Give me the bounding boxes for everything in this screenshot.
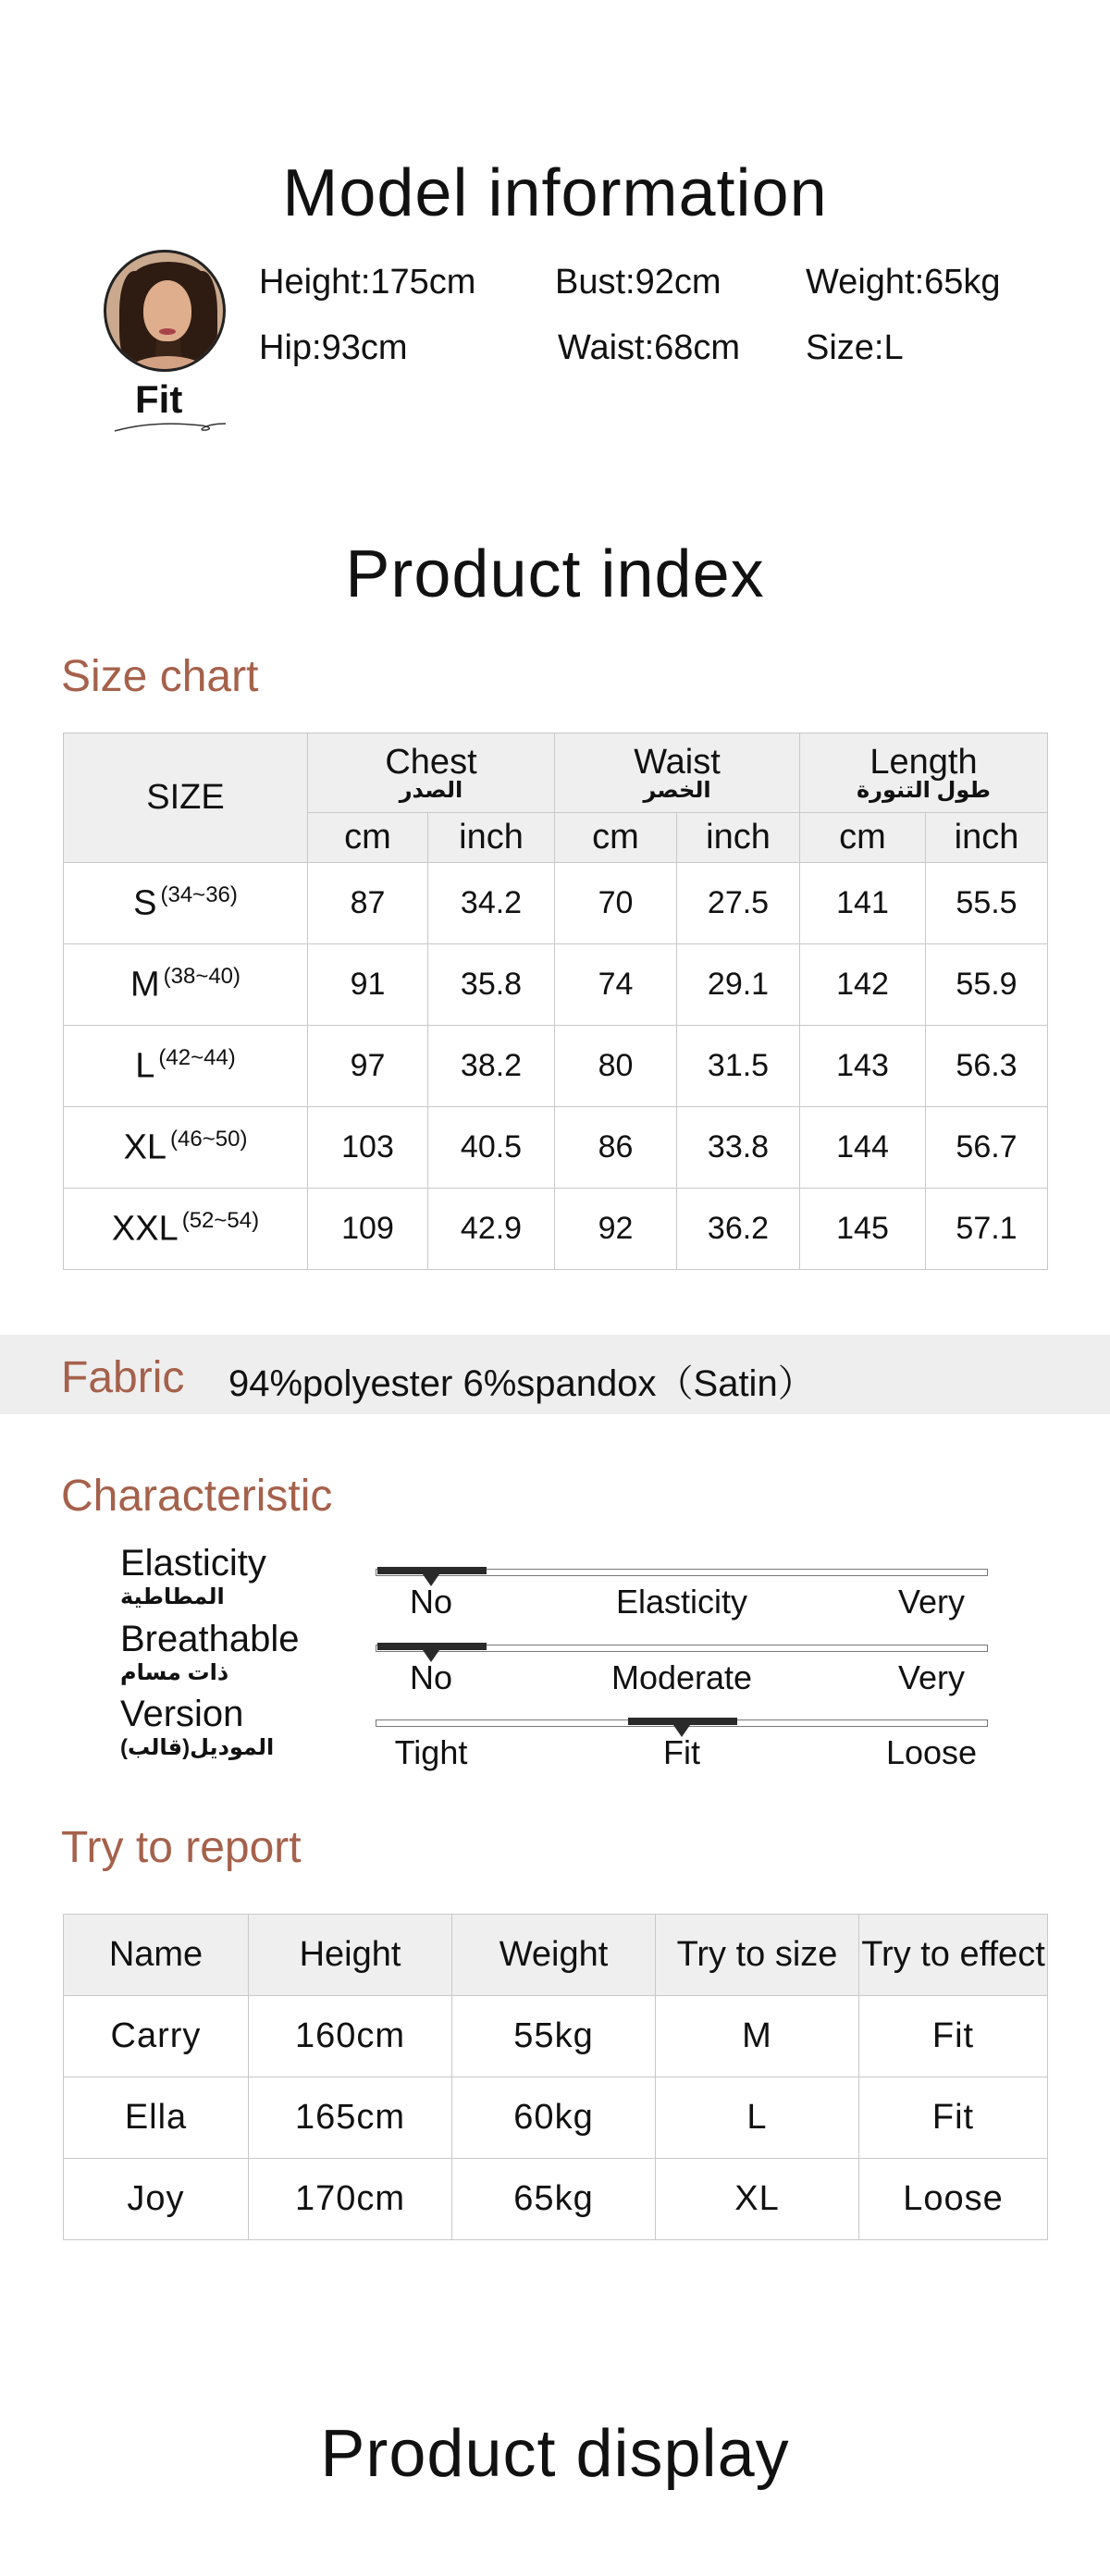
unit-header: inch bbox=[677, 813, 800, 863]
try-report-cell: 65kg bbox=[452, 2159, 656, 2240]
measurement-cell: 91 bbox=[308, 944, 428, 1026]
measurement-cell: 87 bbox=[308, 863, 428, 944]
try-report-cell: 160cm bbox=[249, 1996, 452, 2077]
try-report-cell: Joy bbox=[64, 2159, 249, 2240]
fabric-label: Fabric bbox=[61, 1353, 185, 1402]
try-report-cell: Fit bbox=[859, 1996, 1048, 2077]
try-report-cell: XL bbox=[656, 2159, 859, 2240]
model-bust: Bust:92cm bbox=[555, 263, 722, 302]
model-waist: Waist:68cm bbox=[558, 328, 741, 367]
model-height: Height:175cm bbox=[259, 263, 476, 302]
measurement-cell: 145 bbox=[800, 1189, 926, 1270]
characteristic-arabic: المطاطية bbox=[120, 1584, 225, 1609]
measurement-cell: 29.1 bbox=[677, 944, 800, 1026]
model-avatar bbox=[104, 250, 226, 372]
measurement-cell: 109 bbox=[308, 1189, 428, 1270]
size-row bbox=[64, 863, 1048, 944]
size-name: XXL bbox=[111, 1209, 179, 1249]
unit-header: inch bbox=[428, 813, 555, 863]
characteristic-indicator bbox=[377, 1643, 487, 1650]
measurement-cell: 70 bbox=[555, 863, 677, 944]
measurement-cell: 31.5 bbox=[677, 1026, 800, 1107]
try-report-cell: 165cm bbox=[249, 2077, 452, 2159]
measurement-cell: 33.8 bbox=[677, 1107, 800, 1189]
characteristic-label: Characteristic bbox=[61, 1472, 333, 1521]
try-report-cell: 170cm bbox=[249, 2159, 452, 2240]
model-hip: Hip:93cm bbox=[259, 328, 408, 367]
measurement-cell: 144 bbox=[800, 1107, 926, 1189]
try-report-cell: 60kg bbox=[452, 2077, 656, 2159]
size-row bbox=[64, 1107, 1048, 1189]
try-report-header: Try to effect bbox=[859, 1915, 1048, 1996]
length-header-arabic: طول التنورة bbox=[857, 777, 992, 803]
characteristic-name: Version bbox=[120, 1694, 244, 1734]
size-name: M bbox=[130, 965, 160, 1005]
characteristic-arabic: ذات مسام bbox=[120, 1660, 229, 1685]
unit-header: cm bbox=[800, 813, 926, 863]
length-header bbox=[800, 733, 1048, 813]
measurement-cell: 40.5 bbox=[428, 1107, 555, 1189]
size-cell bbox=[64, 1026, 308, 1107]
size-range: (46~50) bbox=[170, 1127, 248, 1152]
characteristic-option: Fit bbox=[663, 1733, 700, 1771]
size-cell bbox=[64, 1189, 308, 1270]
characteristic-scale bbox=[376, 1645, 988, 1652]
unit-header: cm bbox=[308, 813, 428, 863]
size-row bbox=[64, 944, 1048, 1026]
swoosh-icon bbox=[113, 418, 228, 435]
measurement-cell: 36.2 bbox=[677, 1189, 800, 1270]
characteristic-indicator bbox=[377, 1567, 487, 1574]
try-report-cell: M bbox=[656, 1996, 859, 2077]
measurement-cell: 56.3 bbox=[926, 1026, 1048, 1107]
size-chart-table bbox=[63, 733, 1048, 1270]
model-size: Size:L bbox=[806, 328, 904, 367]
fit-logo-text: Fit bbox=[135, 377, 183, 421]
measurement-cell: 35.8 bbox=[428, 944, 555, 1026]
size-header: SIZE bbox=[64, 733, 308, 863]
characteristic-option: Very bbox=[897, 1583, 966, 1621]
fabric-value: 94%polyester 6%spandox（Satin） bbox=[228, 1363, 815, 1404]
size-cell bbox=[64, 863, 308, 944]
product-display-title: Product display bbox=[320, 2417, 790, 2491]
try-report-header: Height bbox=[249, 1915, 452, 1996]
measurement-cell: 97 bbox=[308, 1026, 428, 1107]
measurement-cell: 86 bbox=[555, 1107, 677, 1189]
unit-header: inch bbox=[926, 813, 1048, 863]
measurement-cell: 143 bbox=[800, 1026, 926, 1107]
model-weight: Weight:65kg bbox=[806, 263, 1001, 302]
size-range: (38~40) bbox=[163, 964, 241, 990]
try-report-row bbox=[64, 2077, 1048, 2159]
size-chart-label: Size chart bbox=[61, 652, 259, 701]
size-name: XL bbox=[123, 1128, 167, 1167]
try-report-header: Try to size bbox=[656, 1915, 859, 1996]
try-report-cell: Fit bbox=[859, 2077, 1048, 2159]
try-report-label: Try to report bbox=[61, 1823, 302, 1872]
chest-header-arabic: الصدر bbox=[399, 777, 463, 803]
characteristic-option: Moderate bbox=[610, 1658, 753, 1696]
characteristic-scale bbox=[376, 1569, 988, 1576]
characteristic-option: Very bbox=[897, 1658, 966, 1696]
chest-header bbox=[308, 733, 555, 813]
measurement-cell: 42.9 bbox=[428, 1189, 555, 1270]
measurement-cell: 141 bbox=[800, 863, 926, 944]
characteristic-name: Elasticity bbox=[120, 1543, 266, 1584]
try-report-header: Name bbox=[64, 1915, 249, 1996]
try-report-cell: 55kg bbox=[452, 1996, 656, 2077]
measurement-cell: 55.5 bbox=[926, 863, 1048, 944]
size-range: (34~36) bbox=[160, 882, 238, 908]
waist-header bbox=[555, 733, 800, 813]
try-report-cell: Carry bbox=[64, 1996, 249, 2077]
characteristic-option: Loose bbox=[885, 1733, 978, 1771]
size-range: (52~54) bbox=[181, 1208, 260, 1234]
measurement-cell: 103 bbox=[308, 1107, 428, 1189]
measurement-cell: 80 bbox=[555, 1026, 677, 1107]
length-header-label: Length bbox=[870, 742, 978, 782]
characteristic-option: No bbox=[409, 1583, 453, 1621]
chest-header-label: Chest bbox=[385, 742, 477, 782]
size-name: L bbox=[135, 1046, 155, 1086]
characteristic-option: Tight bbox=[394, 1733, 468, 1771]
size-cell bbox=[64, 1107, 308, 1189]
try-report-row bbox=[64, 2159, 1048, 2240]
try-report-row bbox=[64, 1996, 1048, 2077]
characteristic-option: No bbox=[409, 1658, 453, 1696]
size-range: (42~44) bbox=[158, 1045, 236, 1071]
measurement-cell: 142 bbox=[800, 944, 926, 1026]
try-report-cell: Ella bbox=[64, 2077, 249, 2159]
try-report-cell: Loose bbox=[859, 2159, 1048, 2240]
size-row bbox=[64, 1189, 1048, 1270]
size-cell bbox=[64, 944, 308, 1026]
characteristic-name: Breathable bbox=[120, 1619, 300, 1659]
measurement-cell: 57.1 bbox=[926, 1189, 1048, 1270]
measurement-cell: 56.7 bbox=[926, 1107, 1048, 1189]
product-index-title: Product index bbox=[345, 537, 765, 611]
measurement-cell: 34.2 bbox=[428, 863, 555, 944]
size-row bbox=[64, 1026, 1048, 1107]
try-report-table bbox=[63, 1914, 1048, 2240]
unit-header: cm bbox=[555, 813, 677, 863]
model-info-title: Model information bbox=[282, 156, 828, 230]
characteristic-arabic: الموديل(قالب) bbox=[120, 1735, 275, 1760]
measurement-cell: 55.9 bbox=[926, 944, 1048, 1026]
waist-header-arabic: الخصر bbox=[643, 777, 711, 803]
characteristic-indicator bbox=[628, 1718, 737, 1725]
measurement-cell: 74 bbox=[555, 944, 677, 1026]
characteristic-option: Elasticity bbox=[615, 1583, 748, 1621]
try-report-header: Weight bbox=[452, 1915, 656, 1996]
waist-header-label: Waist bbox=[634, 742, 721, 782]
measurement-cell: 92 bbox=[555, 1189, 677, 1270]
measurement-cell: 38.2 bbox=[428, 1026, 555, 1107]
size-name: S bbox=[133, 883, 157, 923]
try-report-cell: L bbox=[656, 2077, 859, 2159]
measurement-cell: 27.5 bbox=[677, 863, 800, 944]
